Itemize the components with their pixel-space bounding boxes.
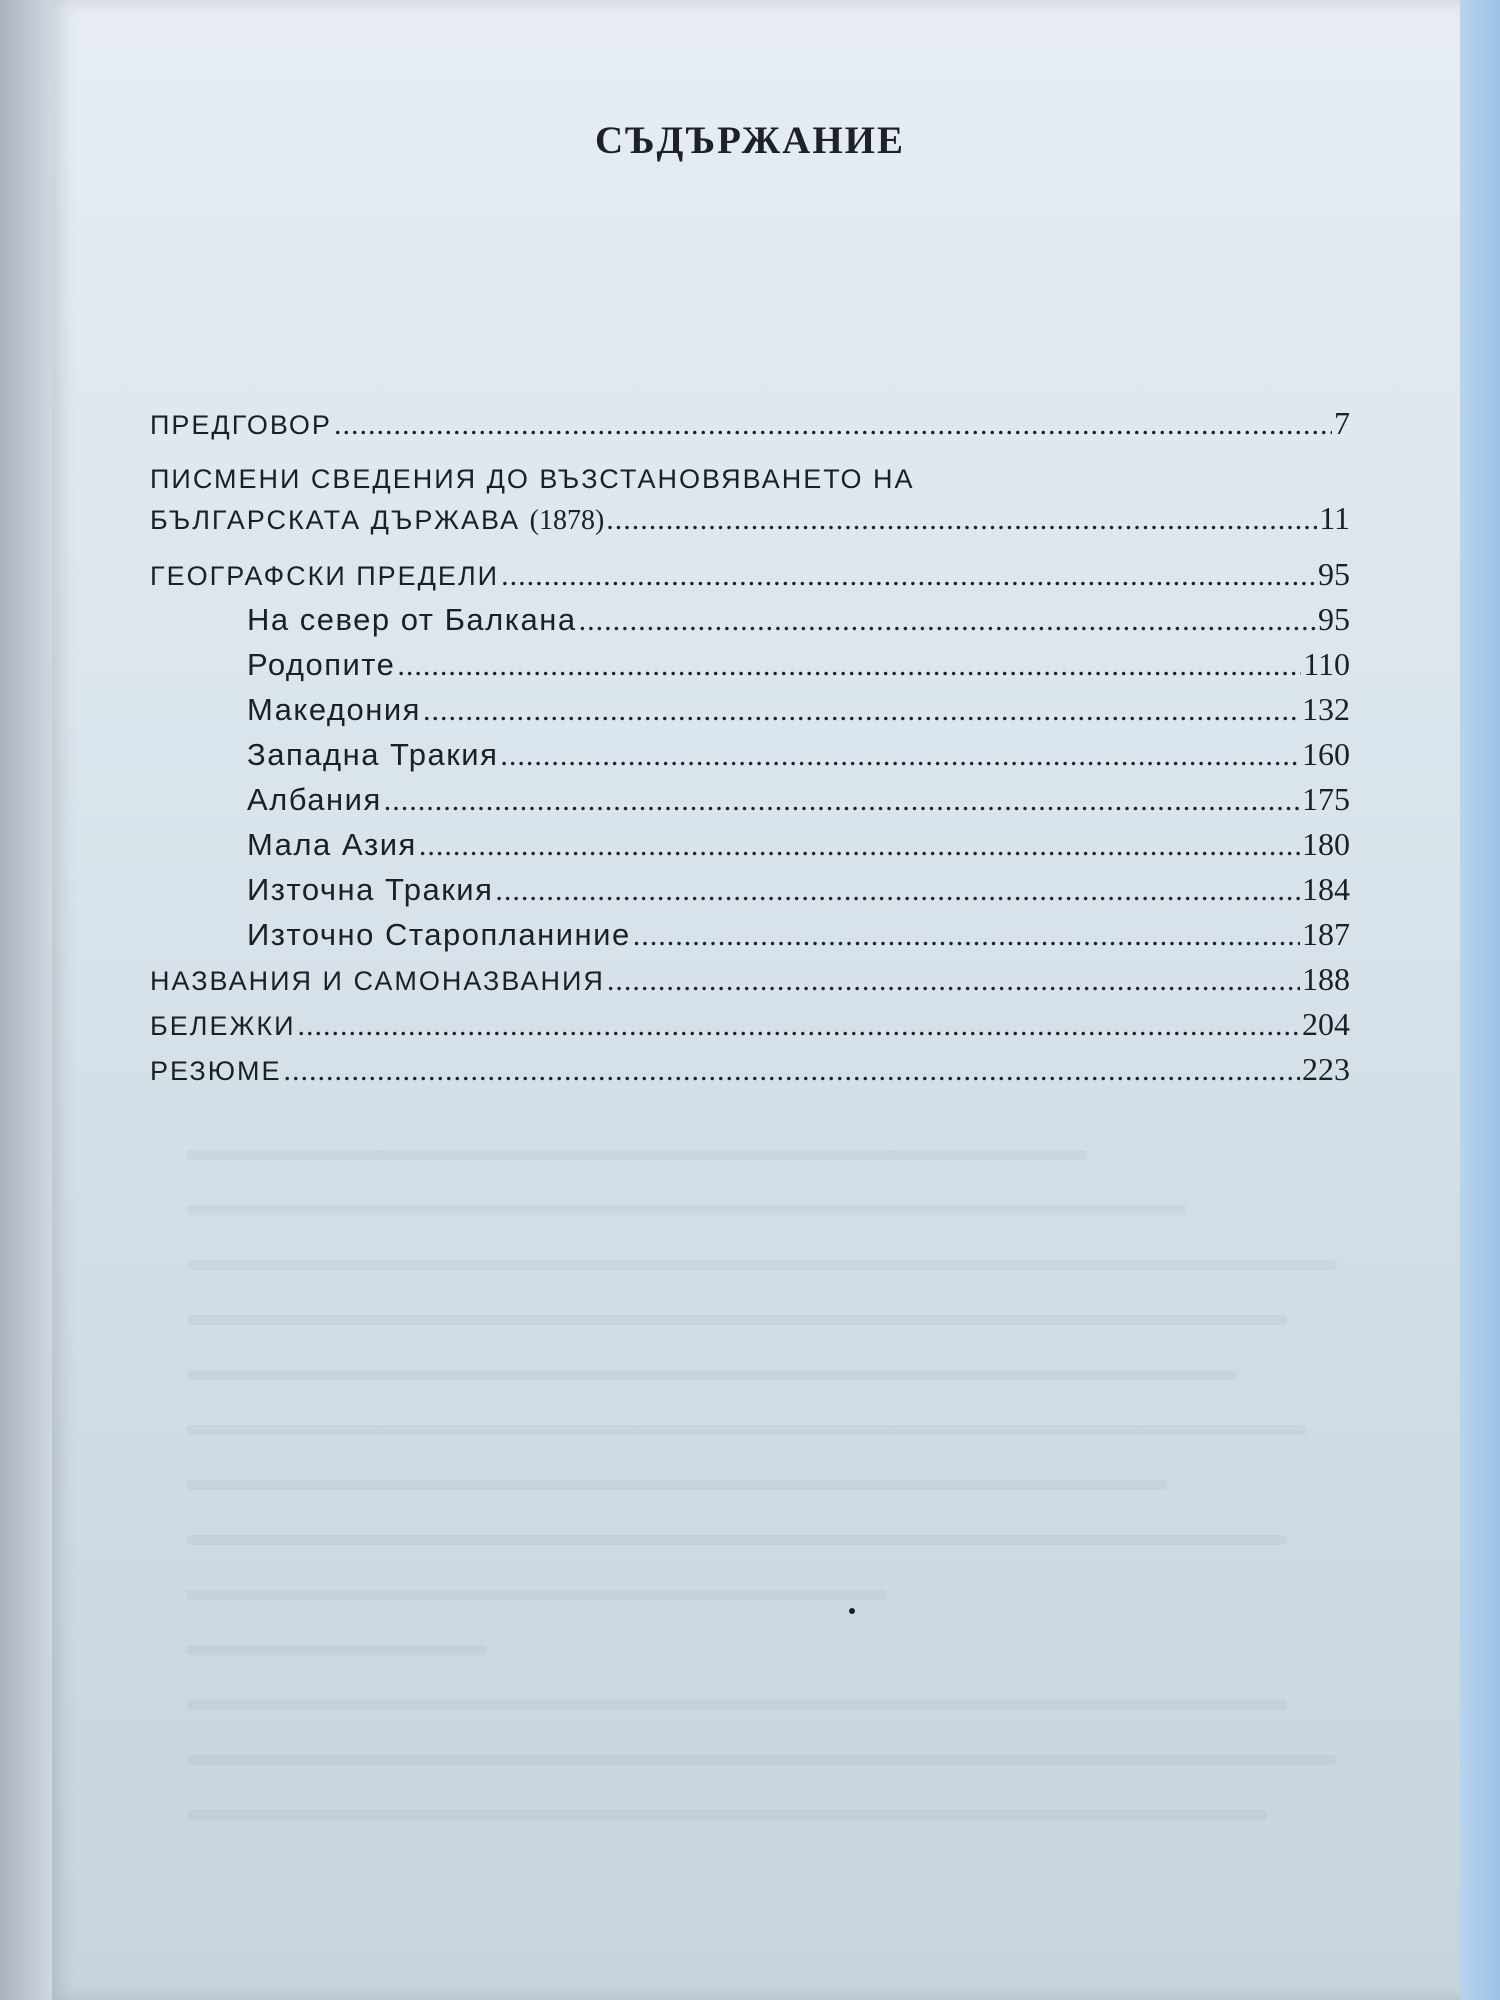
toc-subentry-label: Албания	[247, 782, 382, 817]
toc-subentry	[150, 691, 1350, 736]
toc-entry-page: 7	[1334, 405, 1350, 441]
toc-subentry-label: На север от Балкана	[247, 602, 577, 637]
toc-entry-page: 11	[1319, 500, 1350, 536]
show-through-line	[187, 1260, 1337, 1270]
show-through-line	[187, 1645, 487, 1655]
toc-entry-written-sources	[150, 458, 1350, 548]
dot-leader	[579, 604, 1316, 638]
toc-subentry-label: Източна Тракия	[247, 872, 494, 907]
toc-entry-year: (1878)	[529, 505, 605, 536]
toc-entry-summary	[150, 1051, 1350, 1096]
toc-subentry-label: Родопите	[247, 647, 396, 682]
toc-subentry-label: Македония	[247, 692, 421, 727]
toc-entry-label: ГЕОГРАФСКИ ПРЕДЕЛИ	[150, 561, 500, 591]
toc-subentry-page: 110	[1303, 646, 1350, 682]
desk-surface	[1460, 0, 1500, 2000]
toc-subentry-page: 184	[1302, 871, 1350, 907]
toc-subentry-page: 132	[1302, 691, 1350, 727]
toc-subentry	[150, 871, 1350, 916]
dot-leader	[633, 919, 1300, 953]
dot-leader	[607, 964, 1300, 998]
dot-leader	[298, 1009, 1300, 1043]
toc-subentry	[150, 781, 1350, 826]
toc-subentry	[150, 826, 1350, 871]
dot-leader	[500, 739, 1300, 773]
toc-subentry	[150, 646, 1350, 691]
dot-leader	[606, 503, 1317, 537]
toc-entry-preface	[150, 405, 1350, 450]
toc-subentry-page: 160	[1302, 736, 1350, 772]
dot-leader	[501, 559, 1316, 593]
dot-leader	[284, 1054, 1300, 1088]
show-through-line	[187, 1535, 1287, 1545]
dot-leader	[334, 408, 1332, 442]
show-through-line	[187, 1700, 1287, 1710]
toc-entry-names	[150, 961, 1350, 1006]
show-through-line	[187, 1425, 1307, 1435]
show-through-line	[187, 1150, 1087, 1160]
show-through-line	[187, 1755, 1337, 1765]
show-through-line	[187, 1590, 887, 1600]
toc-subentry-page: 187	[1302, 916, 1350, 952]
table-of-contents	[150, 405, 1350, 1096]
toc-subentry-label: Мала Азия	[247, 827, 417, 862]
toc-subentry-label: Западна Тракия	[247, 737, 499, 772]
dot-leader	[423, 694, 1300, 728]
dot-leader	[384, 784, 1300, 818]
toc-entry-geographic	[150, 556, 1350, 601]
show-through-line	[187, 1480, 1167, 1490]
toc-entry-page: 188	[1302, 961, 1350, 997]
toc-entry-label: БЕЛЕЖКИ	[150, 1011, 296, 1041]
dot-leader	[419, 829, 1300, 863]
toc-entry-label: ПРЕДГОВОР	[150, 410, 332, 440]
toc-entry-notes	[150, 1006, 1350, 1051]
toc-entry-page: 95	[1318, 556, 1350, 592]
toc-subentry-label: Източно Старопланиние	[247, 917, 631, 952]
toc-subentry	[150, 736, 1350, 781]
toc-subentry	[150, 916, 1350, 961]
toc-entry-page: 204	[1302, 1006, 1350, 1042]
dot-leader	[495, 874, 1300, 908]
toc-entry-label-line1: ПИСМЕНИ СВЕДЕНИЯ ДО ВЪЗСТАНОВЯВАНЕТО НА	[150, 464, 915, 494]
toc-subentry	[150, 601, 1350, 646]
toc-subentry-page: 180	[1302, 826, 1350, 862]
toc-entry-label-text: БЪЛГАРСКАТА ДЪРЖАВА	[150, 505, 521, 535]
dot-leader	[397, 649, 1301, 683]
toc-entry-page: 223	[1302, 1051, 1350, 1087]
show-through-line	[187, 1315, 1287, 1325]
book-binding-shadow	[0, 0, 60, 2000]
show-through-line	[187, 1370, 1237, 1380]
toc-entry-label: НАЗВАНИЯ И САМОНАЗВАНИЯ	[150, 966, 605, 996]
show-through-line	[187, 1205, 1187, 1215]
toc-subentry-page: 95	[1318, 601, 1350, 637]
toc-subentry-page: 175	[1302, 781, 1350, 817]
toc-entry-label: РЕЗЮМЕ	[150, 1056, 282, 1086]
ink-speck	[849, 1608, 855, 1614]
show-through-line	[187, 1810, 1267, 1820]
page-title: СЪДЪРЖАНИЕ	[594, 119, 906, 162]
toc-entry-label-line2	[150, 505, 604, 537]
